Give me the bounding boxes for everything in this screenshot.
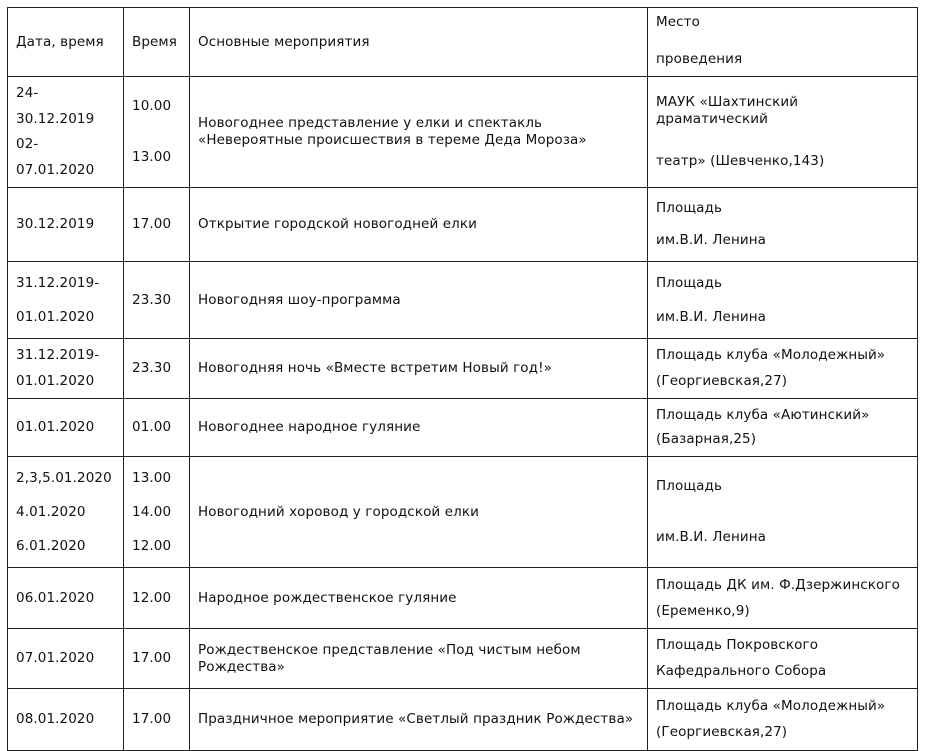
date-cell [8, 399, 124, 457]
table-row [8, 568, 918, 629]
time-cell [124, 339, 190, 399]
place-line: Площадь [656, 478, 723, 494]
place-line: МАУК «Шахтинский драматический [656, 93, 799, 127]
table-row [8, 262, 918, 339]
date-line: 01.01.2020 [16, 372, 95, 389]
place-line: Площадь [656, 199, 723, 216]
event-line: Народное рождественское гуляние [198, 589, 457, 606]
date-cell [8, 629, 124, 689]
time-line: 12.00 [132, 537, 172, 554]
place-line: им.В.И. Ленина [656, 232, 767, 249]
event-line: Открытие городской новогодней елки [198, 216, 477, 232]
place-cell [648, 689, 918, 751]
event-line: Праздничное мероприятие «Светлый праздник Рождества» [198, 711, 634, 727]
place-line: Площадь Покровского [656, 637, 819, 654]
place-line: Площадь клуба «Аютинский» [656, 406, 870, 423]
place-line: им.В.И. Ленина [656, 529, 767, 545]
event-cell [190, 629, 648, 689]
date-line: 31.12.2019- [16, 347, 100, 364]
time-line: 01.00 [132, 419, 172, 435]
header-events: Основные мероприятия [190, 8, 648, 77]
place-cell [648, 629, 918, 689]
table-row [8, 689, 918, 751]
date-line: 24- [16, 85, 39, 102]
event-cell [190, 77, 648, 188]
date-line: 31.12.2019- [16, 274, 100, 291]
event-cell [190, 399, 648, 457]
event-cell [190, 339, 648, 399]
date-cell [8, 262, 124, 339]
date-line: 30.12.2019 [16, 216, 95, 232]
date-line: 08.01.2020 [16, 711, 95, 727]
time-cell [124, 77, 190, 188]
date-line: 6.01.2020 [16, 537, 86, 554]
time-cell [124, 457, 190, 568]
event-line: Рождества» [198, 658, 285, 675]
place-cell [648, 457, 918, 568]
time-cell [124, 689, 190, 751]
event-cell [190, 457, 648, 568]
table-row [8, 457, 918, 568]
date-line: 30.12.2019 [16, 110, 95, 127]
place-line: Площадь клуба «Молодежный» [656, 347, 886, 364]
place-line: (Базарная,25) [656, 431, 757, 448]
date-line: 06.01.2020 [16, 589, 95, 606]
date-cell [8, 77, 124, 188]
date-line: 4.01.2020 [16, 503, 86, 520]
date-line: 01.01.2020 [16, 419, 95, 435]
time-line: 17.00 [132, 216, 172, 232]
header-time: Время [124, 8, 190, 77]
place-line: им.В.И. Ленина [656, 308, 767, 325]
time-cell [124, 262, 190, 339]
events-schedule-table [7, 7, 918, 751]
time-cell [124, 399, 190, 457]
table-row [8, 399, 918, 457]
place-cell [648, 399, 918, 457]
event-cell [190, 568, 648, 629]
time-line: 23.30 [132, 291, 172, 308]
time-cell [124, 629, 190, 689]
date-line: 01.01.2020 [16, 308, 95, 325]
place-cell [648, 188, 918, 262]
place-cell [648, 568, 918, 629]
event-line: Новогоднее народное гуляние [198, 419, 421, 435]
event-line: Новогодний хоровод у городской елки [198, 503, 479, 520]
time-line: 13.00 [132, 149, 172, 165]
date-cell [8, 568, 124, 629]
time-cell [124, 568, 190, 629]
table-row [8, 188, 918, 262]
date-cell [8, 689, 124, 751]
date-line: 07.01.2020 [16, 650, 95, 666]
place-line: Площадь клуба «Молодежный» [656, 697, 886, 714]
place-line: (Георгиевская,27) [656, 372, 788, 389]
event-cell [190, 188, 648, 262]
place-line: Площадь [656, 274, 723, 291]
time-cell [124, 188, 190, 262]
time-line: 10.00 [132, 98, 172, 114]
time-line: 13.00 [132, 469, 172, 486]
place-line: (Георгиевская,27) [656, 724, 788, 741]
table-row [8, 339, 918, 399]
event-cell [190, 262, 648, 339]
event-line: Рождественское представление «Под чистым небом [198, 641, 581, 658]
header-date: Дата, время [8, 8, 124, 77]
date-line: 07.01.2020 [16, 161, 95, 178]
header-row [8, 8, 918, 77]
table-row [8, 629, 918, 689]
place-line: Кафедрального Собора [656, 662, 827, 679]
date-cell [8, 457, 124, 568]
header-place: Место проведения [648, 8, 918, 77]
event-line: Новогоднее представление у елки и спектакль [198, 115, 543, 131]
time-line: 17.00 [132, 711, 172, 727]
time-line: 12.00 [132, 589, 172, 606]
date-line: 2,3,5.01.2020 [16, 469, 112, 486]
date-line: 02- [16, 136, 39, 153]
table-row [8, 77, 918, 188]
time-line: 23.30 [132, 360, 172, 376]
event-line: Новогодняя ночь «Вместе встретим Новый год!» [198, 360, 552, 376]
place-cell [648, 77, 918, 188]
event-cell [190, 689, 648, 751]
time-line: 14.00 [132, 503, 172, 520]
place-cell [648, 262, 918, 339]
time-line: 17.00 [132, 650, 172, 666]
event-line: «Невероятные происшествия в тереме Деда Мороза» [198, 132, 587, 148]
place-line: театр» (Шевченко,143) [656, 153, 825, 170]
date-cell [8, 339, 124, 399]
place-line: Площадь ДК им. Ф.Дзержинского [656, 576, 900, 593]
place-line: (Еременко,9) [656, 602, 750, 619]
event-line: Новогодняя шоу-программа [198, 291, 401, 308]
place-cell [648, 339, 918, 399]
date-cell [8, 188, 124, 262]
